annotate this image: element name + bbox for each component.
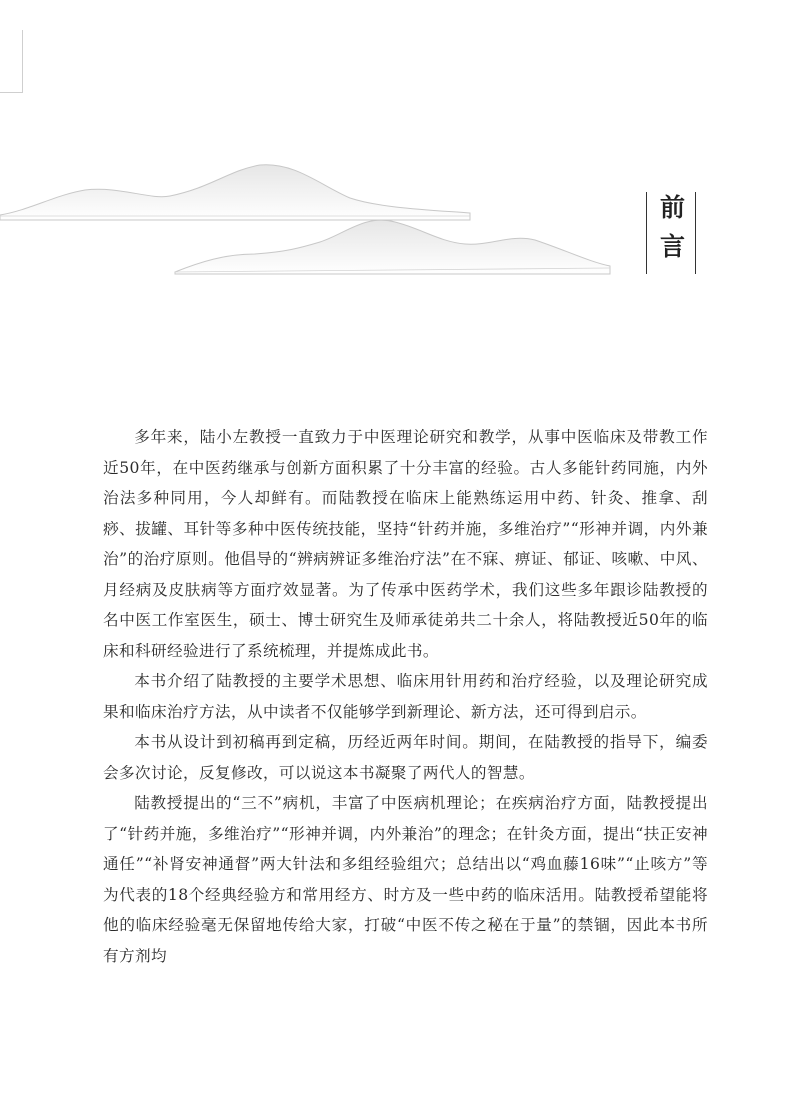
paragraph-2: 本书介绍了陆教授的主要学术思想、临床用针用药和治疗经验，以及理论研究成果和临床治疗方法，从中读者不仅能够学到新理论、新方法，还可得到启示。 xyxy=(103,672,708,721)
upper-mountain-range xyxy=(0,165,470,220)
chapter-title: 前言 xyxy=(656,194,686,272)
chapter-title-block xyxy=(646,192,696,274)
mountain-landscape-decoration xyxy=(0,150,640,290)
paragraph-3: 本书从设计到初稿再到定稿，历经近两年时间。期间，在陆教授的指导下，编委会多次讨论，反复修改，可以说这本书凝聚了两代人的智慧。 xyxy=(103,733,708,782)
corner-crop-mark xyxy=(0,30,23,93)
preface-body xyxy=(103,422,708,971)
paragraph-4: 陆教授提出的“三不”病机，丰富了中医病机理论；在疾病治疗方面，陆教授提出了“针药并施，多维治疗”“形神并调，内外兼治”的理念；在针灸方面，提出“扶正安神通任”“补肾安神通督”两大针法和多组经验组穴；总结出以“鸡血藤16味”“止咳方”等为代表的18个经典经验方和常用经方、时方及一些中药的临床活用。陆教授希望能将他的临床经验毫无保留地传给大家，打破“中医不传之秘在于量”的禁锢，因此本书所有方剂均 xyxy=(103,794,708,965)
paragraph-1: 多年来，陆小左教授一直致力于中医理论研究和教学，从事中医临床及带教工作近50年，在中医药继承与创新方面积累了十分丰富的经验。古人多能针药同施，内外治法多种同用，今人却鲜有。而陆教授在临床上能熟练运用中药、针灸、推拿、刮痧、拔罐、耳针等多种中医传统技能，坚持“针药并施，多维治疗”“形神并调，内外兼治”的治疗原则。他倡导的“辨病辨证多维治疗法”在不寐、痹证、郁证、咳嗽、中风、月经病及皮肤病等方面疗效显著。为了传承中医药学术，我们这些多年跟诊陆教授的名中医工作室医生，硕士、博士研究生及师承徒弟共二十余人，将陆教授近50年的临床和科研经验进行了系统梳理，并提炼成此书。 xyxy=(103,428,708,660)
lower-mountain-range xyxy=(175,220,610,274)
